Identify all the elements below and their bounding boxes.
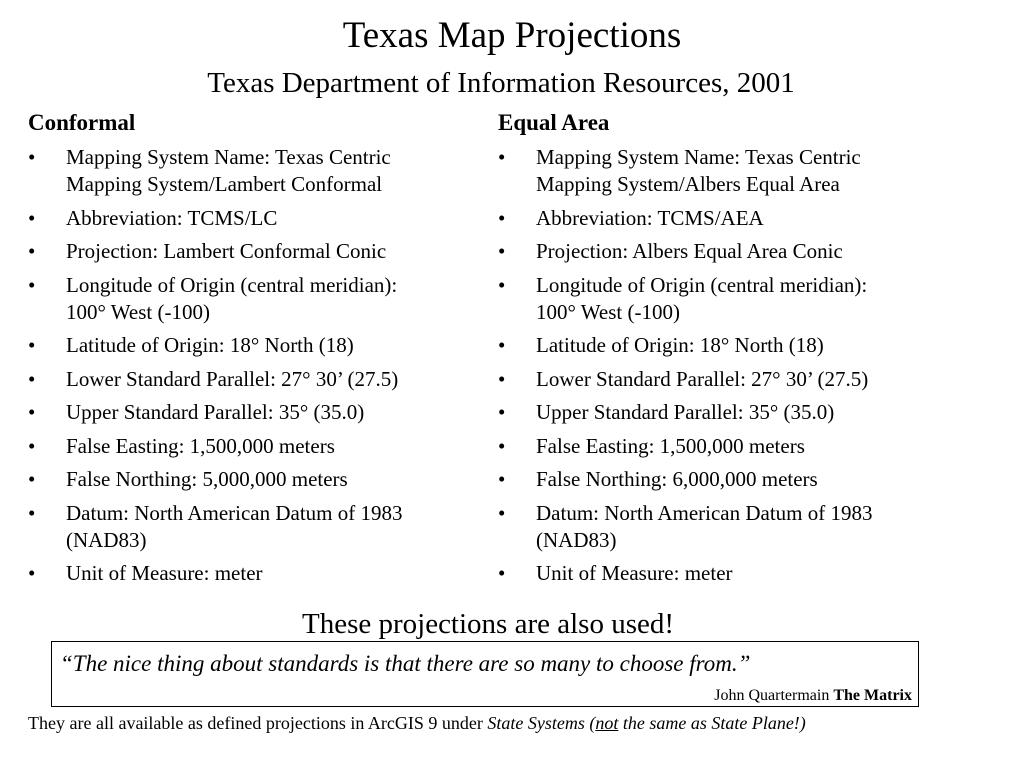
bullet-glyph: • <box>28 205 36 230</box>
list-item-line: Unit of Measure: meter <box>66 561 263 585</box>
equal-area-column <box>498 110 968 594</box>
list-item <box>28 500 490 554</box>
bullet-glyph: • <box>28 333 36 357</box>
quote-attribution <box>714 687 912 705</box>
list-item <box>28 332 490 359</box>
list-item-line: Abbreviation: TCMS/AEA <box>536 205 764 230</box>
bullet-glyph: • <box>28 433 36 458</box>
list-item <box>28 466 490 493</box>
list-item <box>498 366 968 393</box>
list-item-line: Latitude of Origin: 18° North (18) <box>66 333 354 357</box>
footer-italic-a: State Systems ( <box>487 713 596 733</box>
bullet-glyph: • <box>28 400 36 424</box>
quote-source: The Matrix <box>833 687 912 704</box>
bullet-glyph: • <box>28 561 36 585</box>
list-item-line: Lower Standard Parallel: 27° 30’ (27.5) <box>66 366 399 391</box>
list-item <box>498 272 968 326</box>
bullet-glyph: • <box>498 500 506 525</box>
list-item <box>28 433 490 460</box>
list-item-line: (NAD83) <box>66 527 147 552</box>
list-item-line: 100° West (-100) <box>536 299 680 324</box>
equal-area-list <box>498 144 968 587</box>
list-item-line: Datum: North American Datum of 1983 <box>536 500 873 525</box>
bullet-glyph: • <box>28 239 36 263</box>
list-item <box>498 433 968 460</box>
list-item-line: Upper Standard Parallel: 35° (35.0) <box>536 400 835 424</box>
list-item-line: False Easting: 1,500,000 meters <box>536 433 805 458</box>
footer-note <box>28 711 1018 735</box>
list-item <box>498 238 968 265</box>
list-item <box>28 399 490 426</box>
list-item <box>498 466 968 493</box>
list-item <box>498 560 968 587</box>
list-item-line: False Northing: 5,000,000 meters <box>66 467 348 491</box>
list-item <box>28 272 490 326</box>
list-item-line: Projection: Albers Equal Area Conic <box>536 239 843 263</box>
list-item <box>498 500 968 554</box>
bullet-glyph: • <box>498 239 506 263</box>
bullet-glyph: • <box>28 366 36 391</box>
bullet-glyph: • <box>498 366 506 391</box>
list-item <box>28 144 490 198</box>
list-item-line: Datum: North American Datum of 1983 <box>66 500 403 525</box>
list-item <box>28 238 490 265</box>
page-title: Texas Map Projections <box>342 15 682 56</box>
bullet-glyph: • <box>498 433 506 458</box>
list-item-line: False Northing: 6,000,000 meters <box>536 467 818 491</box>
also-used-heading: These projections are also used! <box>301 608 675 640</box>
bullet-glyph: • <box>28 145 36 169</box>
list-item-line: Unit of Measure: meter <box>536 561 733 585</box>
list-item <box>28 205 490 232</box>
bullet-glyph: • <box>498 145 506 169</box>
bullet-glyph: • <box>498 561 506 585</box>
quote-box <box>51 641 919 707</box>
list-item-line: Longitude of Origin (central meridian): <box>536 272 868 297</box>
quote-author: John Quartermain <box>714 687 830 704</box>
equal-area-heading: Equal Area <box>498 110 610 135</box>
list-item-line: Mapping System/Albers Equal Area <box>536 172 840 196</box>
bullet-glyph: • <box>28 467 36 491</box>
conformal-heading: Conformal <box>28 110 136 135</box>
footer-underlined: not <box>595 713 619 733</box>
bullet-glyph: • <box>498 400 506 424</box>
list-item-line: Projection: Lambert Conformal Conic <box>66 239 387 263</box>
list-item-line: Abbreviation: TCMS/LC <box>66 205 278 230</box>
list-item-line: Latitude of Origin: 18° North (18) <box>536 333 824 357</box>
list-item-line: 100° West (-100) <box>66 299 210 324</box>
list-item <box>28 560 490 587</box>
page-subtitle: Texas Department of Information Resources, 2001 <box>207 67 795 99</box>
list-item-line: Longitude of Origin (central meridian): <box>66 272 398 297</box>
list-item <box>498 399 968 426</box>
footer-italic-b: the same as State Plane!) <box>618 713 806 733</box>
list-item-line: (NAD83) <box>536 527 617 552</box>
bullet-glyph: • <box>28 500 36 525</box>
bullet-glyph: • <box>498 467 506 491</box>
bullet-glyph: • <box>498 205 506 230</box>
list-item-line: Upper Standard Parallel: 35° (35.0) <box>66 400 365 424</box>
conformal-column <box>28 110 490 594</box>
quote-text: “The nice thing about standards is that there are so many to choose from.” <box>60 651 751 676</box>
list-item <box>498 205 968 232</box>
bullet-glyph: • <box>498 333 506 357</box>
list-item <box>28 366 490 393</box>
list-item-line: Mapping System/Lambert Conformal <box>66 172 383 196</box>
footer-prefix: They are all available as defined projections in ArcGIS 9 under <box>28 713 488 733</box>
list-item-line: False Easting: 1,500,000 meters <box>66 433 335 458</box>
list-item-line: Mapping System Name: Texas Centric <box>66 145 391 169</box>
list-item <box>498 144 968 198</box>
list-item <box>498 332 968 359</box>
list-item-line: Mapping System Name: Texas Centric <box>536 145 861 169</box>
list-item-line: Lower Standard Parallel: 27° 30’ (27.5) <box>536 366 869 391</box>
conformal-list <box>28 144 490 587</box>
bullet-glyph: • <box>498 272 506 297</box>
bullet-glyph: • <box>28 272 36 297</box>
